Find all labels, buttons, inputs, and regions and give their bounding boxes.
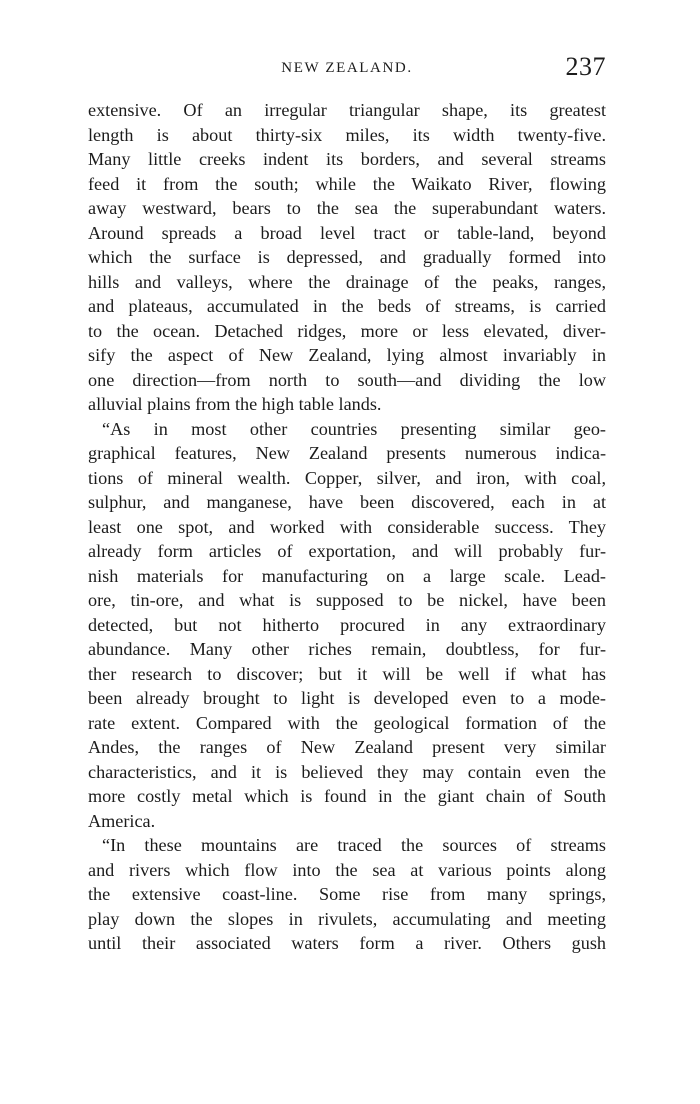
- body-text: [88, 98, 606, 956]
- paragraph-start-line: “In these mountains are traced the sources of streams: [102, 835, 606, 855]
- text-line: which the surface is depressed, and gradually formed into: [88, 247, 606, 267]
- text-line: abundance. Many other riches remain, doubtless, for fur-: [88, 639, 606, 659]
- text-line: sulphur, and manganese, have been discovered, each in at: [88, 492, 606, 512]
- text-line: rate extent. Compared with the geological formation of the: [88, 712, 606, 733]
- text-line: graphical features, New Zealand presents numerous indica-: [88, 443, 606, 463]
- text-line: away westward, bears to the sea the superabundant waters.: [88, 198, 606, 218]
- text-line: been already brought to light is developed even to a mode-: [88, 688, 606, 708]
- text-line: nish materials for manufacturing on a large scale. Lead-: [88, 565, 606, 586]
- text-line: more costly metal which is found in the giant chain of South: [88, 786, 606, 806]
- text-line: characteristics, and it is believed they may contain even the: [88, 761, 606, 782]
- text-line: least one spot, and worked with considerable success. They: [88, 516, 606, 537]
- text-line: Andes, the ranges of New Zealand present very similar: [88, 737, 606, 757]
- text-line: hills and valleys, where the drainage of the peaks, ranges,: [88, 271, 606, 292]
- text-line: and plateaus, accumulated in the beds of streams, is carried: [88, 296, 606, 316]
- text-line: already form articles of exportation, and will probably fur-: [88, 541, 606, 561]
- text-line: Around spreads a broad level tract or table-land, beyond: [88, 222, 606, 243]
- text-line: to the ocean. Detached ridges, more or less elevated, diver-: [88, 320, 606, 341]
- page-number: 237: [565, 52, 606, 81]
- text-line: extensive. Of an irregular triangular shape, its greatest: [88, 100, 606, 120]
- text-line: play down the slopes in rivulets, accumulating and meeting: [88, 908, 606, 929]
- paragraph-start-line: “As in most other countries presenting similar geo-: [102, 418, 606, 439]
- text-line: ore, tin-ore, and what is supposed to be nickel, have been: [88, 590, 606, 610]
- text-line: the extensive coast-line. Some rise from many springs,: [88, 884, 606, 904]
- page-header: [88, 54, 606, 88]
- text-line: detected, but not hitherto procured in any extraordinary: [88, 614, 606, 635]
- text-line: tions of mineral wealth. Copper, silver, and iron, with coal,: [88, 467, 606, 488]
- text-line: ther research to discover; but it will be well if what has: [88, 663, 606, 684]
- text-line: length is about thirty-six miles, its width twenty-five.: [88, 124, 606, 145]
- text-line: feed it from the south; while the Waikato River, flowing: [88, 173, 606, 194]
- text-line: one direction—from north to south—and dividing the low: [88, 369, 606, 390]
- text-line: and rivers which flow into the sea at various points along: [88, 859, 606, 880]
- text-line: Many little creeks indent its borders, and several streams: [88, 149, 606, 169]
- paragraph-end-line: alluvial plains from the high table lands.: [88, 394, 382, 414]
- text-line: sify the aspect of New Zealand, lying almost invariably in: [88, 345, 606, 365]
- text-line: until their associated waters form a river. Others gush: [88, 933, 606, 953]
- running-title: NEW ZEALAND.: [281, 60, 413, 76]
- paragraph-end-line: America.: [88, 810, 156, 831]
